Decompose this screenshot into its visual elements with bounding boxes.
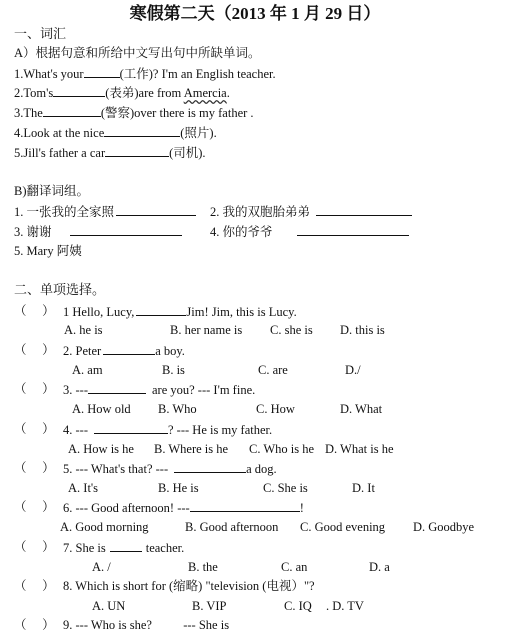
answer-paren[interactable]: （ ） <box>14 304 55 318</box>
answer-blank[interactable] <box>316 203 412 216</box>
option[interactable]: C. an <box>281 560 308 574</box>
option[interactable]: B. Where is he <box>154 442 229 456</box>
answer-paren[interactable]: （ ） <box>14 343 55 357</box>
option[interactable]: D. a <box>369 560 390 574</box>
answer-blank[interactable] <box>43 104 101 117</box>
option[interactable]: A. It's <box>68 481 99 495</box>
partA-heading: A）根据句意和所给中文写出句中所缺单词。 <box>14 46 261 60</box>
option[interactable]: B. is <box>162 363 185 377</box>
phrase-item-1: 1. 一张我的全家照 <box>14 203 196 220</box>
option[interactable]: A. UN <box>92 599 126 613</box>
option[interactable]: B. VIP <box>192 599 227 613</box>
option[interactable]: C. How <box>256 402 295 416</box>
question-9: 9. --- Who is she? --- She is <box>63 618 230 632</box>
answer-paren[interactable]: （ ） <box>14 382 55 396</box>
option[interactable]: D. Goodbye <box>413 520 475 534</box>
option[interactable]: A. How old <box>72 402 131 416</box>
phrase-item-5: 5. Mary 阿姨 <box>14 244 82 258</box>
vocab-item-3: 3.The (警察)over there is my father . <box>14 106 254 120</box>
option[interactable]: D. What <box>340 402 383 416</box>
option[interactable]: C. Who is he <box>249 442 315 456</box>
answer-blank[interactable] <box>297 223 409 236</box>
question-1: 1 Hello, Lucy, Jim! Jim, this is Lucy. <box>63 305 297 319</box>
answer-paren[interactable]: （ ） <box>14 500 55 514</box>
question-6: 6. --- Good afternoon! --- ! <box>63 501 304 515</box>
option[interactable]: B. the <box>188 560 218 574</box>
page-title: 寒假第二天（2013 年 1 月 29 日） <box>129 4 381 23</box>
option[interactable]: C. Good evening <box>300 520 386 534</box>
option[interactable]: D. this is <box>340 323 385 337</box>
answer-blank[interactable] <box>104 124 180 137</box>
vocab-item-2: 2.Tom's (表弟)are from Amercia. <box>14 86 230 100</box>
answer-paren[interactable]: （ ） <box>14 540 55 554</box>
vocab-item-1: 1.What's your (工作)? I'm an English teacher. <box>14 67 276 81</box>
partB-heading: B)翻译词组。 <box>14 184 90 198</box>
option[interactable]: A. / <box>92 560 111 574</box>
answer-blank[interactable] <box>105 144 169 157</box>
option[interactable]: C. are <box>258 363 288 377</box>
section1-heading: 一、词汇 <box>14 26 67 41</box>
option[interactable]: A. Good morning <box>60 520 149 534</box>
option[interactable]: B. Good afternoon <box>185 520 279 534</box>
answer-blank[interactable] <box>116 203 196 216</box>
answer-paren[interactable]: （ ） <box>14 618 55 632</box>
option[interactable]: A. am <box>72 363 103 377</box>
phrase-item-2: 2. 我的双胞胎弟弟 <box>210 203 412 220</box>
vocab-item-5: 5.Jill's father a car (司机). <box>14 146 206 160</box>
question-4: 4. --- ? --- He is my father. <box>63 423 273 437</box>
answer-blank[interactable] <box>84 65 120 78</box>
answer-paren[interactable]: （ ） <box>14 422 55 436</box>
question-5: 5. --- What's that? --- a dog. <box>63 462 277 476</box>
option[interactable]: C. She is <box>263 481 308 495</box>
option[interactable]: C. she is <box>270 323 313 337</box>
option[interactable]: C. IQ <box>284 599 312 613</box>
question-8: 8. Which is short for (缩略) "television (电视）"? <box>63 579 315 593</box>
option[interactable]: A. he is <box>64 323 103 337</box>
option[interactable]: B. He is <box>158 481 199 495</box>
question-2: 2. Peter a boy. <box>63 344 185 358</box>
question-3: 3. --- are you? --- I'm fine. <box>63 383 256 397</box>
answer-paren[interactable]: （ ） <box>14 461 55 475</box>
vocab-item-4: 4.Look at the nice (照片). <box>14 126 217 140</box>
option[interactable]: A. How is he <box>68 442 134 456</box>
answer-paren[interactable]: （ ） <box>14 579 55 593</box>
question-7: 7. She is teacher. <box>63 541 185 555</box>
phrase-item-4: 4. 你的爷爷 <box>210 223 409 240</box>
option[interactable]: B. Who <box>158 402 197 416</box>
option[interactable]: . D. TV <box>326 599 364 613</box>
option[interactable]: B. her name is <box>170 323 243 337</box>
answer-blank[interactable] <box>70 223 182 236</box>
section2-heading: 二、单项选择。 <box>14 282 106 297</box>
option[interactable]: D. What is he <box>325 442 394 456</box>
option[interactable]: D./ <box>345 363 361 377</box>
option[interactable]: D. It <box>352 481 375 495</box>
phrase-item-3: 3. 谢谢 <box>14 223 182 240</box>
answer-blank[interactable] <box>53 84 105 97</box>
